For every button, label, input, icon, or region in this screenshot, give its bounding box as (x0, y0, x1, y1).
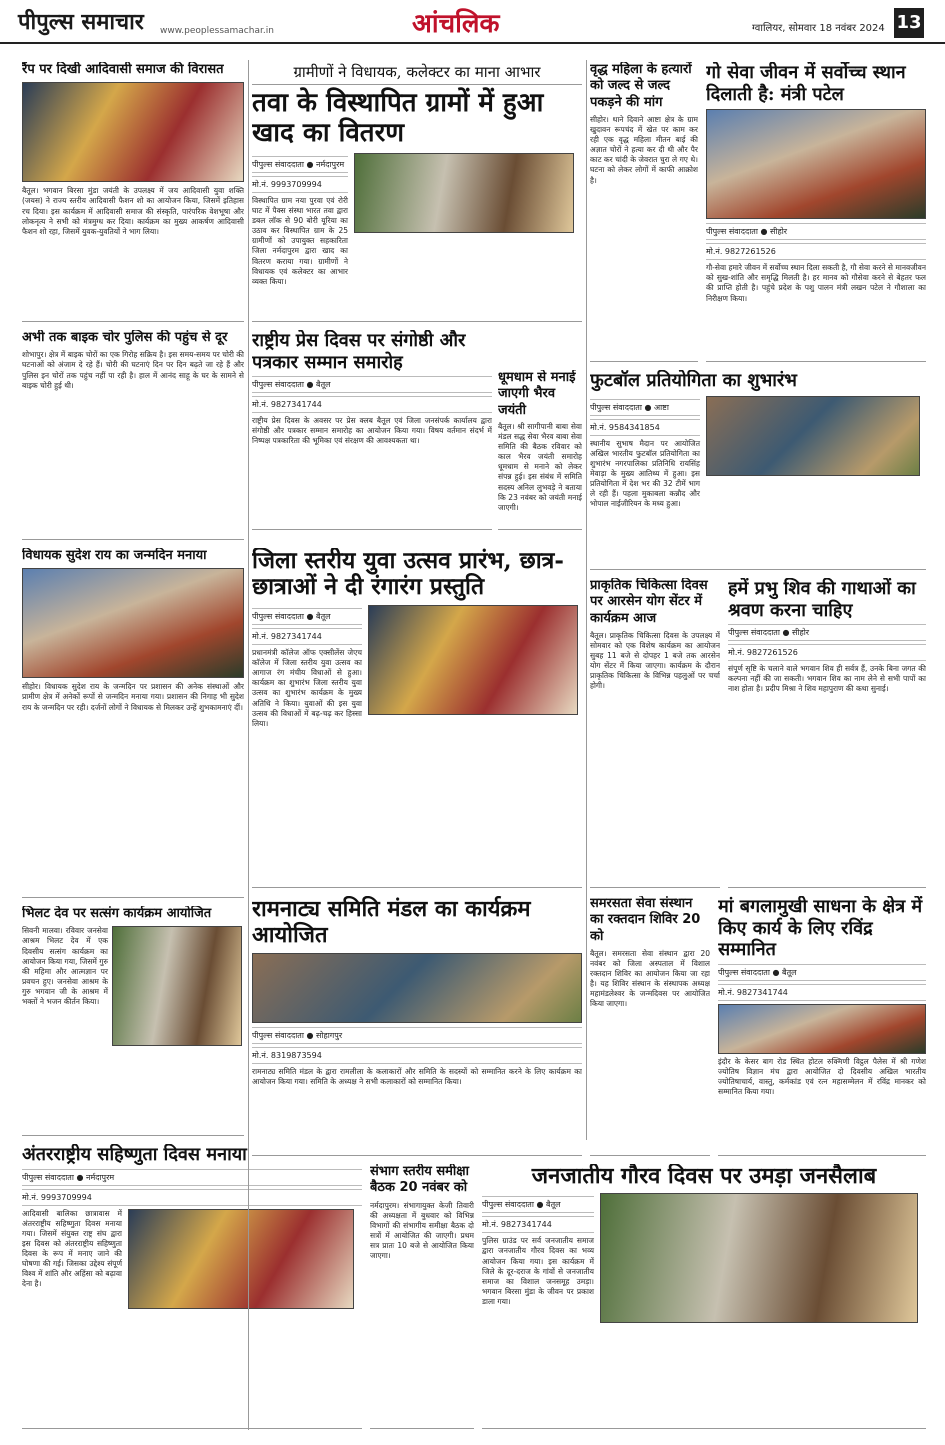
headline: प्राकृतिक चिकित्सा दिवस पर आरसेन योग सेंटर में कार्यक्रम आज (590, 578, 708, 626)
story-shiv (728, 578, 926, 888)
byline: पीपुल्स संवाददाता ● सीहोर (728, 624, 926, 641)
story-bhilat (22, 906, 244, 1136)
story-body: संपूर्ण सृष्टि के चलाने वाले भगवान शिव ही सर्वत्र हैं, उनके बिना जगत की कल्पना नहीं की जा सकती। भगवान शिव का नाम लेने से सभी पापों का नाश होता है। प्रदीप मिश्रा ने शिव महापुराण की कथा सुनाई। (728, 664, 926, 694)
photo (252, 953, 582, 1023)
byline: पीपुल्स संवाददाता ● आष्टा (590, 399, 700, 416)
byline: पीपुल्स संवाददाता ● सीहोर (706, 223, 926, 240)
headline: मां बगलामुखी साधना के क्षेत्र में किए कार्य के लिए रविंद्र सम्मानित (718, 896, 923, 961)
story-yuva (252, 548, 582, 888)
headline: रैंप पर दिखी आदिवासी समाज की विरासत (22, 62, 224, 77)
story-body: बैतूल। भगवान बिरसा मुंडा जयंती के उपलक्ष्य में जय आदिवासी युवा शक्ति (जयस) ने राज्य स्तरीय आदिवासी फैशन शो का आयोजन किया, जिसमें इतिहास रच दिया। इस कार्यक्रम में आदिवासी समाज की संस्कृति, पारंपरिक वेशभूषा और लोकनृत्य ने सभी को मंत्रमुग्ध कर दिया। कार्यक्रम का मुख्य आकर्षण आदिवासी फैशन शो रहा, जिसमें युवक-युवतियों ने भाग लिया। (22, 186, 244, 236)
story-body: सीहोर। विधायक सुदेश राय के जन्मदिन पर प्रशासन की अनेक संस्थाओं और प्रामीण क्षेत्र में अनेकों रूपों से जन्मदिन मनाया गया। प्रशासन की निगाह भी सुदेश राय के जन्मदिन पर रही। दर्जनों लोगों ने विधायक से मिलकर उन्हें शुभकामनाएं दीं। (22, 682, 244, 712)
story-body: इंदौर के केसर बाग रोड स्थित होटल रुक्मिणी विट्ठल पैलेस में श्री गणेश ज्योतिष विज्ञान मंच द्वारा आयोजित दो दिवसीय अखिल भारतीय ज्योतिषाचार्य, वास्तु, कर्मकांड एवं रत्न महासम्मेलन में रविंद्र मानकर को सम्मानित किया गया। (718, 1056, 926, 1097)
photo (112, 926, 242, 1046)
mobile: मो.नं. 9993709994 (22, 1189, 362, 1206)
mobile: मो.नं. 9827341744 (482, 1216, 594, 1233)
headline: भिलट देव पर सत्संग कार्यक्रम आयोजित (22, 906, 212, 921)
story-bike (22, 330, 244, 540)
story-khad (252, 62, 582, 322)
story-body: आदिवासी बालिका छात्रावास में अंतरराष्ट्रीय सहिष्णुता दिवस मनाया गया। जिसमें संयुक्त राष्ट्र संघ द्वारा इस दिवस को अंतरराष्ट्रीय सहिष्णुता दिवस के रूप में मनाए जाने की घोषणा की गई। जिसका उद्देश्य संपूर्ण विश्व में शांति और अहिंसा को बढ़ावा देना है। (22, 1208, 122, 1289)
headline: वृद्ध महिला के हत्यारों को जल्द से जल्द पकड़ने की मांग (590, 62, 692, 110)
column-rule (586, 60, 587, 1140)
story-body: नर्मदापुरम। संभागायुक्त केजी तिवारी की अध्यक्षता में बुधवार को विभिन्न विभागों की संभागीय समीक्षा बैठक दो सत्रों में आयोजित की जाएगी। प्रथम सत्र प्रातः 10 बजे से आयोजित किया जाएगा। (370, 1200, 474, 1261)
story-body: बैतूल। प्राकृतिक चिकित्सा दिवस के उपलक्ष्य में सोमवार को एक विशेष कार्यक्रम का आयोजन सुबह 11 बजे से दोपहर 1 बजे तक आरसेन योग सेंटर में किया जाएगा। कार्यक्रम के दौरान प्राकृतिक चिकित्सा के विभिन्न पहलुओं पर चर्चा होगी। (590, 630, 720, 691)
byline: पीपुल्स संवाददाता ● नर्मदापुरम (22, 1169, 362, 1186)
story-body: सीहोर। थाने दिवाने आष्टा क्षेत्र के ग्राम खुदावन रूपचंद में खेत पर काम कर रही एक वृद्ध महिला मीतन बाई की अज्ञात चोरों ने हत्या कर दी थी और पैर काट कर चांदी के जेवरात चुरा ले गए थे। घटना को लेकर लोगों में काफी आक्रोश है। (590, 114, 698, 185)
story-gau (706, 62, 926, 362)
headline: संभाग स्तरीय समीक्षा बैठक 20 नवंबर को (370, 1164, 469, 1196)
story-vriddha (590, 62, 698, 362)
story-press (252, 330, 492, 530)
byline: पीपुल्स संवाददाता ● बैतूल (252, 376, 492, 393)
mobile: मो.नं. 9993709994 (252, 176, 348, 193)
story-body: सिवनी मालवा। रविवार जनसेवा आश्रम भिलट देव में एक दिवसीय सत्संग कार्यक्रम का आयोजन किया गया, जिसमें गुरु की महिमा और आत्मज्ञान पर प्रवचन हुए। जनसेवा आश्रम के गुरु भगवान जी के आश्रम में भक्तों ने भजन कीर्तन किया। (22, 926, 108, 1007)
photo (718, 1004, 926, 1054)
byline: पीपुल्स संवाददाता ● बैतूल (718, 964, 926, 981)
byline: पीपुल्स संवाददाता ● सोहागपुर (252, 1027, 582, 1044)
story-body: बैतूल। समरसता सेवा संस्थान द्वारा 20 नवंबर को जिला अस्पताल में विशाल रक्तदान शिविर का आयोजन किया जा रहा है। यह शिविर संस्थान के संस्थापक अध्यक्ष महामंडलेश्वर के जन्मदिवस पर आयोजित किया जाएगा। (590, 948, 710, 1009)
mobile: मो.नं. 9827341744 (718, 984, 926, 1001)
headline: राष्ट्रीय प्रेस दिवस पर संगोष्ठी और पत्रकार सम्मान समारोह (252, 330, 466, 373)
headline: जिला स्तरीय युवा उत्सव प्रारंभ, छात्र-छात्राओं ने दी रंगारंग प्रस्तुति (252, 548, 564, 601)
photo (706, 109, 926, 219)
story-body: बैतूल। श्री सागीपानी बाबा सेवा मंडल सद्ध सेवा भैरव बाबा सेवा समिति की बैठक रविवार को काल भैरव जयंती समारोह धूमधाम से मनाने को लेकर संपन्न हुई। इस संबंध में समिति सदस्य अनिल लुभवड़े ने बताया कि 23 नवंबर को जयंती मनाई जाएगी। (498, 421, 582, 512)
story-body: राष्ट्रीय प्रेस दिवस के अवसर पर प्रेस क्लब बैतूल एवं जिला जनसंपर्क कार्यालय द्वारा संगोष्ठी और पत्रकार सम्मान समारोह का आयोजन किया गया। विषय वर्तमान संदर्भ में निष्पक्ष पत्रकारिता की भूमिका एवं संरक्षण की आवश्यकता था। (252, 416, 492, 446)
story-sahishnuta (22, 1144, 362, 1429)
story-vidhayak (22, 548, 244, 898)
story-body: रामनाट्य समिति मंडल के द्वारा रामलीला के कलाकारों और समिति के सदस्यों को सम्मानित करने के लिए कार्यक्रम का आयोजन किया गया। समिति के अध्यक्ष ने सभी कलाकारों को सम्मानित किया। (252, 1066, 582, 1086)
mobile: मो.नं. 9827341744 (252, 396, 492, 413)
headline: अंतरराष्ट्रीय सहिष्णुता दिवस मनाया (22, 1144, 247, 1165)
byline: पीपुल्स संवाददाता ● बैतूल (482, 1196, 594, 1213)
dateline: ग्वालियर, सोमवार 18 नवंबर 2024 (752, 23, 885, 34)
story-baglamukhi (718, 896, 926, 1156)
mobile: मो.नं. 9827341744 (252, 628, 362, 645)
headline: अभी तक बाइक चोर पुलिस की पहुंच से दूर (22, 330, 228, 345)
photo (600, 1193, 918, 1323)
mobile: मो.नं. 9827261526 (728, 644, 926, 661)
masthead: पीपुल्स समाचार (18, 10, 144, 35)
headline: धूमधाम से मनाई जाएगी भैरव जयंती (498, 370, 576, 418)
story-bhairav (498, 370, 582, 530)
story-body: गौ-सेवा हमारे जीवन में सर्वोच्च स्थान दिला सकती है, गौ सेवा करने से मानवजीवन को सुख-शांति और समृद्धि मिलती है। हर मानव को गौसेवा करने से बेहतर फल की प्राप्ति होती है। पहुंचे प्रदेश के पशु पालन मंत्री लखन पटेल ने गौशाला का निरीक्षण किया। (706, 263, 926, 303)
headline: रामनाट्य समिति मंडल का कार्यक्रम आयोजित (252, 896, 531, 949)
story-tribal (22, 62, 244, 322)
kicker: ग्रामीणों ने विधायक, कलेक्टर का माना आभार (252, 62, 582, 85)
story-raktdan (590, 896, 710, 1156)
photo (22, 82, 244, 182)
story-prakritik (590, 578, 720, 888)
byline-text: पीपुल्स संवाददाता ● नर्मदापुरम (252, 159, 345, 169)
story-football (590, 370, 926, 570)
story-janjatiya (482, 1164, 926, 1429)
story-body: प्रधानमंत्री कॉलेज ऑफ एक्सीलेंस जेएच कॉलेज में जिला स्तरीय युवा उत्सव का आगाज रंग मंचीय विधाओं से हुआ। कार्यक्रम का शुभारंभ जिला स्तरीय युवा उत्सव का शुभारंभ कार्यक्रम के मुख्य अतिथि ने किया। युवाओं की इस युवा उत्सव की विधाओं में बढ़-चढ़ कर हिस्सा लिया। (252, 647, 362, 728)
mobile: मो.नं. 8319873594 (252, 1047, 582, 1064)
section-title: आंचलिक (412, 9, 500, 39)
story-body: स्थानीय सुभाष मैदान पर आयोजित अखिल भारतीय फुटबॉल प्रतियोगिता का शुभारंभ नगरपालिका प्रतिनिधि रायसिंह मेवाड़ा के मुख्य आतिथ्य में हुआ। इस प्रतियोगिता में देश भर की 32 टीमें भाग ले रही हैं। पहला मुकाबला कन्नौद और भोपाल नाईजीरियन के मध्य हुआ। (590, 438, 700, 509)
story-body: विस्थापित ग्राम नया पुरवा एवं रोरी घाट में पैक्स संस्था भारत तवा द्वारा डबल लॉक से 90 बोरी यूरिया का उठाव कर विस्थापित ग्राम के 25 ग्रामीणों को उपायुक्त सहकारिता जिला नर्मदापुरम द्वारा खाद का वितरण कराया गया। ग्रामीणों ने विधायक एवं कलेक्टर का आभार व्यक्त किया। (252, 195, 348, 286)
photo (368, 605, 578, 715)
photo (354, 153, 574, 233)
headline: गो सेवा जीवन में सर्वोच्च स्थान दिलाती है: मंत्री पटेल (706, 62, 906, 105)
photo (22, 568, 244, 678)
story-sambhag (370, 1164, 474, 1429)
page-header (0, 0, 945, 44)
headline: फुटबॉल प्रतियोगिता का शुभारंभ (590, 370, 797, 391)
photo (128, 1209, 354, 1309)
story-ramnatya (252, 896, 582, 1156)
headline: जनजातीय गौरव दिवस पर उमड़ा जनसैलाब (531, 1164, 877, 1189)
page-number: 13 (894, 8, 924, 38)
story-body: शोभापुर। क्षेत्र में बाइक चोरों का एक गिरोह सक्रिय है। इस समय-समय पर चोरी की घटनाओं को अंजाम दे रहे हैं। चोरी की घटनाएं दिन पर दिन बढ़ते जा रहे हैं और पुलिस इन चोरों तक पहुंच नहीं पा रही है। हाल में आनंद साहू के घर के सामने से बाइक चोरी हुई थी। (22, 350, 244, 390)
byline (252, 156, 348, 173)
column-rule (248, 60, 249, 1430)
story-body: पुलिस ग्राउंड पर सर्व जनजातीय समाज द्वारा जनजातीय गौरव दिवस का भव्य आयोजन किया गया। इस कार्यक्रम में जिले के दूर-दराज के गांवों से जनजातीय समाज का विशाल जनसमूह उमड़ा। भगवान बिरसा मुंडा के जीवन पर प्रकाश डाला गया। (482, 1236, 594, 1307)
mobile: मो.नं. 9584341854 (590, 419, 700, 436)
photo (706, 396, 920, 476)
headline: विधायक सुदेश राय का जन्मदिन मनाया (22, 548, 207, 563)
headline: तवा के विस्थापित ग्रामों में हुआ खाद का वितरण (252, 88, 544, 148)
website-url: www.peoplessamachar.in (160, 26, 274, 36)
byline: पीपुल्स संवाददाता ● बैतूल (252, 608, 362, 625)
mobile: मो.नं. 9827261526 (706, 243, 926, 260)
headline: समरसता सेवा संस्थान का रक्तदान शिविर 20 को (590, 896, 701, 944)
headline: हमें प्रभु शिव की गाथाओं का श्रवण करना चाहिए (728, 578, 916, 621)
